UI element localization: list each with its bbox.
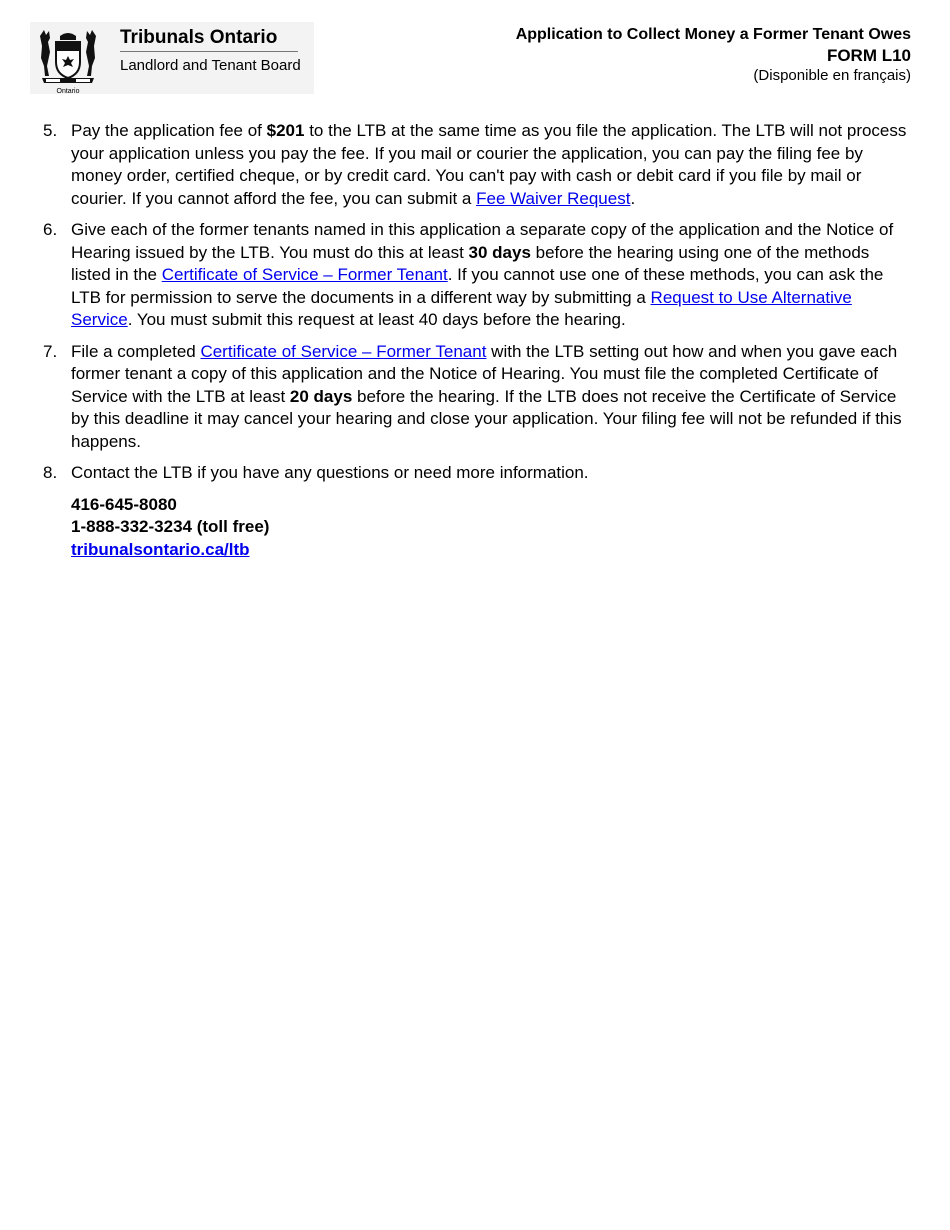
step-8 — [0, 462, 950, 485]
step-text: Contact the LTB if you have any questions or need more information. — [71, 463, 589, 482]
page-header — [0, 0, 950, 100]
step-number: 6. — [43, 220, 58, 239]
step-text: . — [630, 188, 636, 208]
fee-waiver-request-link[interactable]: Fee Waiver Request — [476, 188, 631, 208]
step-text: . You must submit this request at least 40 days before the hearing. — [127, 310, 626, 329]
crest-caption: Ontario — [56, 88, 80, 95]
ontario-coat-of-arms-icon — [36, 26, 100, 96]
fee-amount: $201 — [266, 121, 305, 140]
org-subname: Landlord and Tenant Board — [120, 57, 301, 74]
step-7 — [0, 341, 950, 454]
alternative-service-request-link[interactable]: Request to Use Alternative Service — [71, 287, 852, 329]
certificate-of-service-link[interactable]: Certificate of Service – Former Tenant — [161, 265, 448, 284]
certificate-of-service-link[interactable]: Certificate of Service – Former Tenant — [200, 341, 487, 361]
toll-free-number: 1-888-332-3234 (toll free) — [71, 517, 270, 536]
step-text: File a completed — [71, 341, 201, 361]
instruction-steps — [0, 120, 950, 561]
step-text: Pay the application fee of — [71, 121, 267, 140]
contact-info — [0, 494, 950, 562]
step-text: with the LTB setting out how and when you gave each former tenant a copy of this application and the Notice of Hearing. You must file the completed Certificate of Service with the LTB at least — [71, 341, 898, 406]
step-text: before the hearing using one of the methods listed in the — [71, 242, 870, 284]
phone-number: 416-645-8080 — [71, 494, 177, 514]
step-number: 5. — [43, 121, 58, 140]
tribunals-ontario-logo — [30, 22, 314, 94]
deadline-days: 20 days — [289, 386, 353, 406]
language-note: (Disponible en français) — [753, 67, 911, 84]
step-text: . If you cannot use one of these methods, you can ask the LTB for permission to serve the documents in a different way by submitting a — [71, 265, 884, 307]
step-6 — [0, 219, 950, 332]
step-5 — [0, 120, 950, 210]
form-title: Application to Collect Money a Former Tenant Owes — [515, 26, 911, 43]
org-divider — [120, 51, 298, 52]
step-text: before the hearing. If the LTB does not receive the Certificate of Service by this deadline it may cancel your hearing and close your application. Your filing fee will not be refunded if this happens. — [71, 386, 902, 451]
step-number: 7. — [43, 341, 58, 361]
step-number: 8. — [43, 463, 58, 482]
org-name: Tribunals Ontario — [120, 27, 278, 48]
step-text: to the LTB at the same time as you file the application. The LTB will not process your application unless you pay the fee. If you mail or courier the application, you can pay the filing fee by money order, certified cheque, or by credit card. You can't pay with cash or debit card if you file by mail or courier. If you cannot afford the fee, you can submit a — [71, 121, 907, 208]
step-text: Give each of the former tenants named in this application a separate copy of the application and the Notice of Hearing issued by the LTB. You must do this at least — [71, 220, 894, 262]
website-link[interactable]: tribunalsontario.ca/ltb — [71, 539, 250, 559]
deadline-days: 30 days — [468, 242, 531, 262]
form-title-block — [516, 25, 911, 84]
form-number: FORM L10 — [826, 46, 911, 65]
